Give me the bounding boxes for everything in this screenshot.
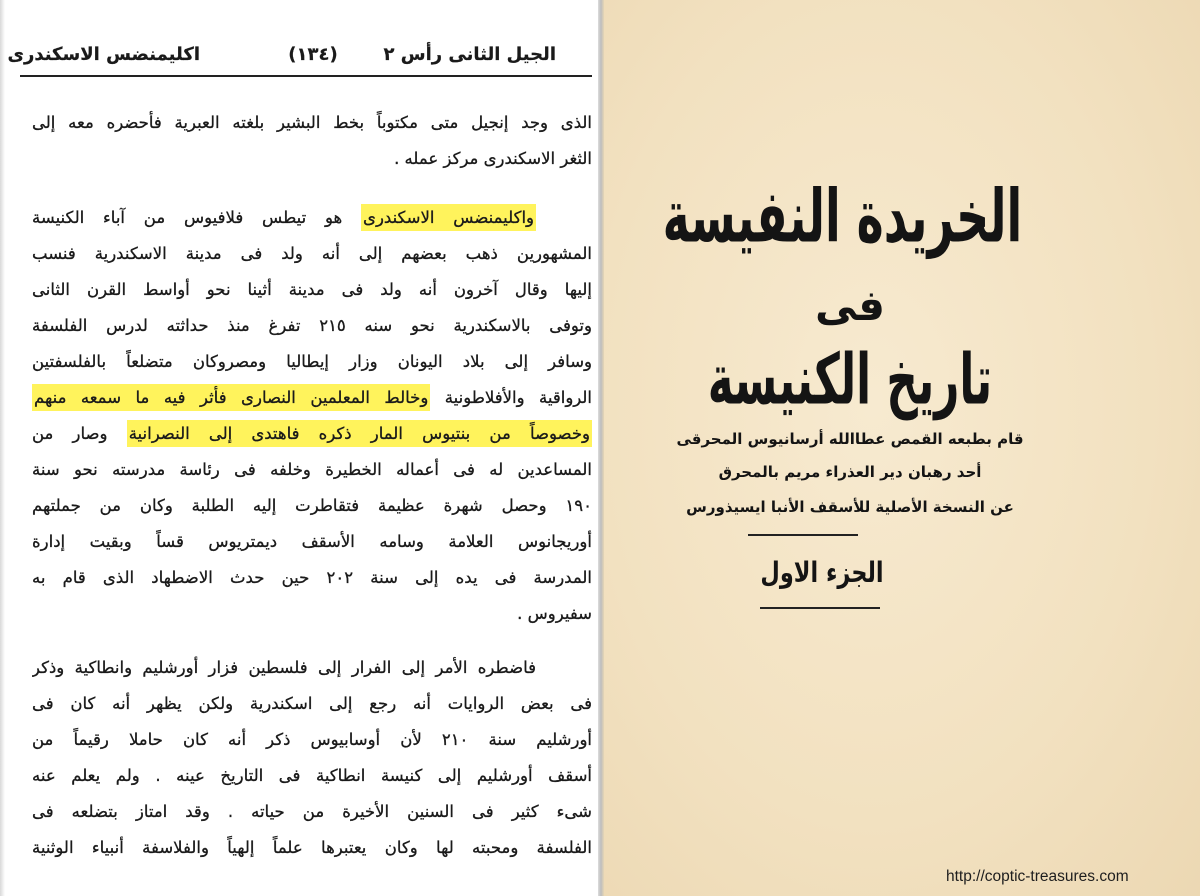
text-segment: وصار من <box>32 424 108 443</box>
text-segment: هو تيطس فلافيوس من آباء الكنيسة <box>32 208 343 227</box>
text-line: الثغر الاسكندرى مركز عمله . <box>394 149 592 168</box>
source-line: عن النسخة الأصلية للأسقف الأنبا ايسيذورس <box>686 498 1014 516</box>
cover-rule-bottom <box>760 607 880 609</box>
cover-rule-top <box>748 534 858 536</box>
text-line <box>32 416 592 452</box>
text-segment: الرواقية والأفلاطونية <box>444 388 592 407</box>
text-line: فاضطره الأمر إلى الفرار إلى فلسطين فزار أورشليم وانطاكية وذكر <box>32 658 536 677</box>
text-line: المدرسة فى يده إلى سنة ٢٠٢ حين حدث الاضطهاد الذى قام به <box>32 568 592 587</box>
text-line: الذى وجد إنجيل متى مكتوباً بخط البشير بلغته العبرية فأحضره معه إلى <box>32 113 592 132</box>
text-line: الفلسفة ومحبته لها وكان يعتبرها علماً إلهياً والفلاسفة أنبياء الوثنية <box>32 838 592 857</box>
volume-label: الجزء الاول <box>760 556 884 589</box>
text-line: ١٩٠ وحصل شهرة عظيمة فتقاطرت إليه الطلبة وكان من جملتهم <box>32 496 592 515</box>
text-line: فى بعض الروايات أنه رجع إلى اسكندرية ولكن يظهر أنه كان فى <box>32 694 592 713</box>
text-line: أوريجانوس العلامة وسامه الأسقف ديمتريوس قساً وبقيت إدارة <box>32 532 592 551</box>
publisher-line: قام بطبعه القمص عطاالله أرسانيوس المحرقى <box>676 430 1024 448</box>
text-line: شىء كثير فى السنين الأخيرة من حياته . وقد امتاز بتضلعه فى <box>32 802 592 821</box>
highlighted-text: وخصوصاً من بنتيوس المار ذكره فاهتدى إلى النصرانية <box>127 420 592 447</box>
text-line: أسقف أورشليم إلى كنيسة انطاكية فى التاريخ عينه . ولم يعلم عنه <box>32 766 592 785</box>
cover-subtitle: تاريخ الكنيسة <box>707 339 993 421</box>
paragraph <box>32 105 592 177</box>
text-line: وتوفى بالاسكندرية نحو سنه ٢١٥ تفرغ منذ حداثته لدرس الفلسفة <box>32 316 592 335</box>
paragraph <box>32 650 592 866</box>
cover-title: الخريدة النفيسة <box>662 175 1023 260</box>
page-edge-shadow <box>0 0 5 896</box>
text-line: المساعدين له فى أعماله الخطيرة وخلفه فى رئاسة مدرسته نحو سنة <box>32 460 592 479</box>
source-url-watermark: http://coptic-treasures.com <box>946 868 1129 885</box>
running-head-section: الجيل الثانى رأس ٢ <box>383 44 556 65</box>
text-line <box>32 200 592 236</box>
text-line: إليها وقال آخرون أنه ولد فى مدينة أثينا نحو أواسط القرن الثانى <box>32 280 592 299</box>
paragraph <box>32 200 592 632</box>
text-line: أورشليم سنة ٢١٠ لأن أوسابيوس ذكر أنه كان حاملا رقيماً من <box>32 730 592 749</box>
text-line: المشهورين ذهب بعضهم إلى أنه ولد فى مدينة الاسكندرية فنسب <box>32 244 592 263</box>
page-number: (١٣٤) <box>288 44 338 65</box>
text-line <box>32 380 592 416</box>
header-rule <box>20 75 592 77</box>
cover-title-connector: فى <box>815 281 885 330</box>
highlighted-text: وخالط المعلمين النصارى فأثر فيه ما سمعه منهم <box>32 384 430 411</box>
text-line: وسافر إلى بلاد اليونان وزار إيطاليا ومصروكان متضلعاً بالفلسفتين <box>32 352 592 371</box>
text-line: سفيروس . <box>517 604 592 623</box>
running-head-title: اكليمنضس الاسكندرى <box>7 44 200 65</box>
publisher-affiliation-line: أحد رهبان دير العذراء مريم بالمحرق <box>718 463 982 481</box>
highlighted-text: واكليمنضس الاسكندرى <box>361 204 536 231</box>
